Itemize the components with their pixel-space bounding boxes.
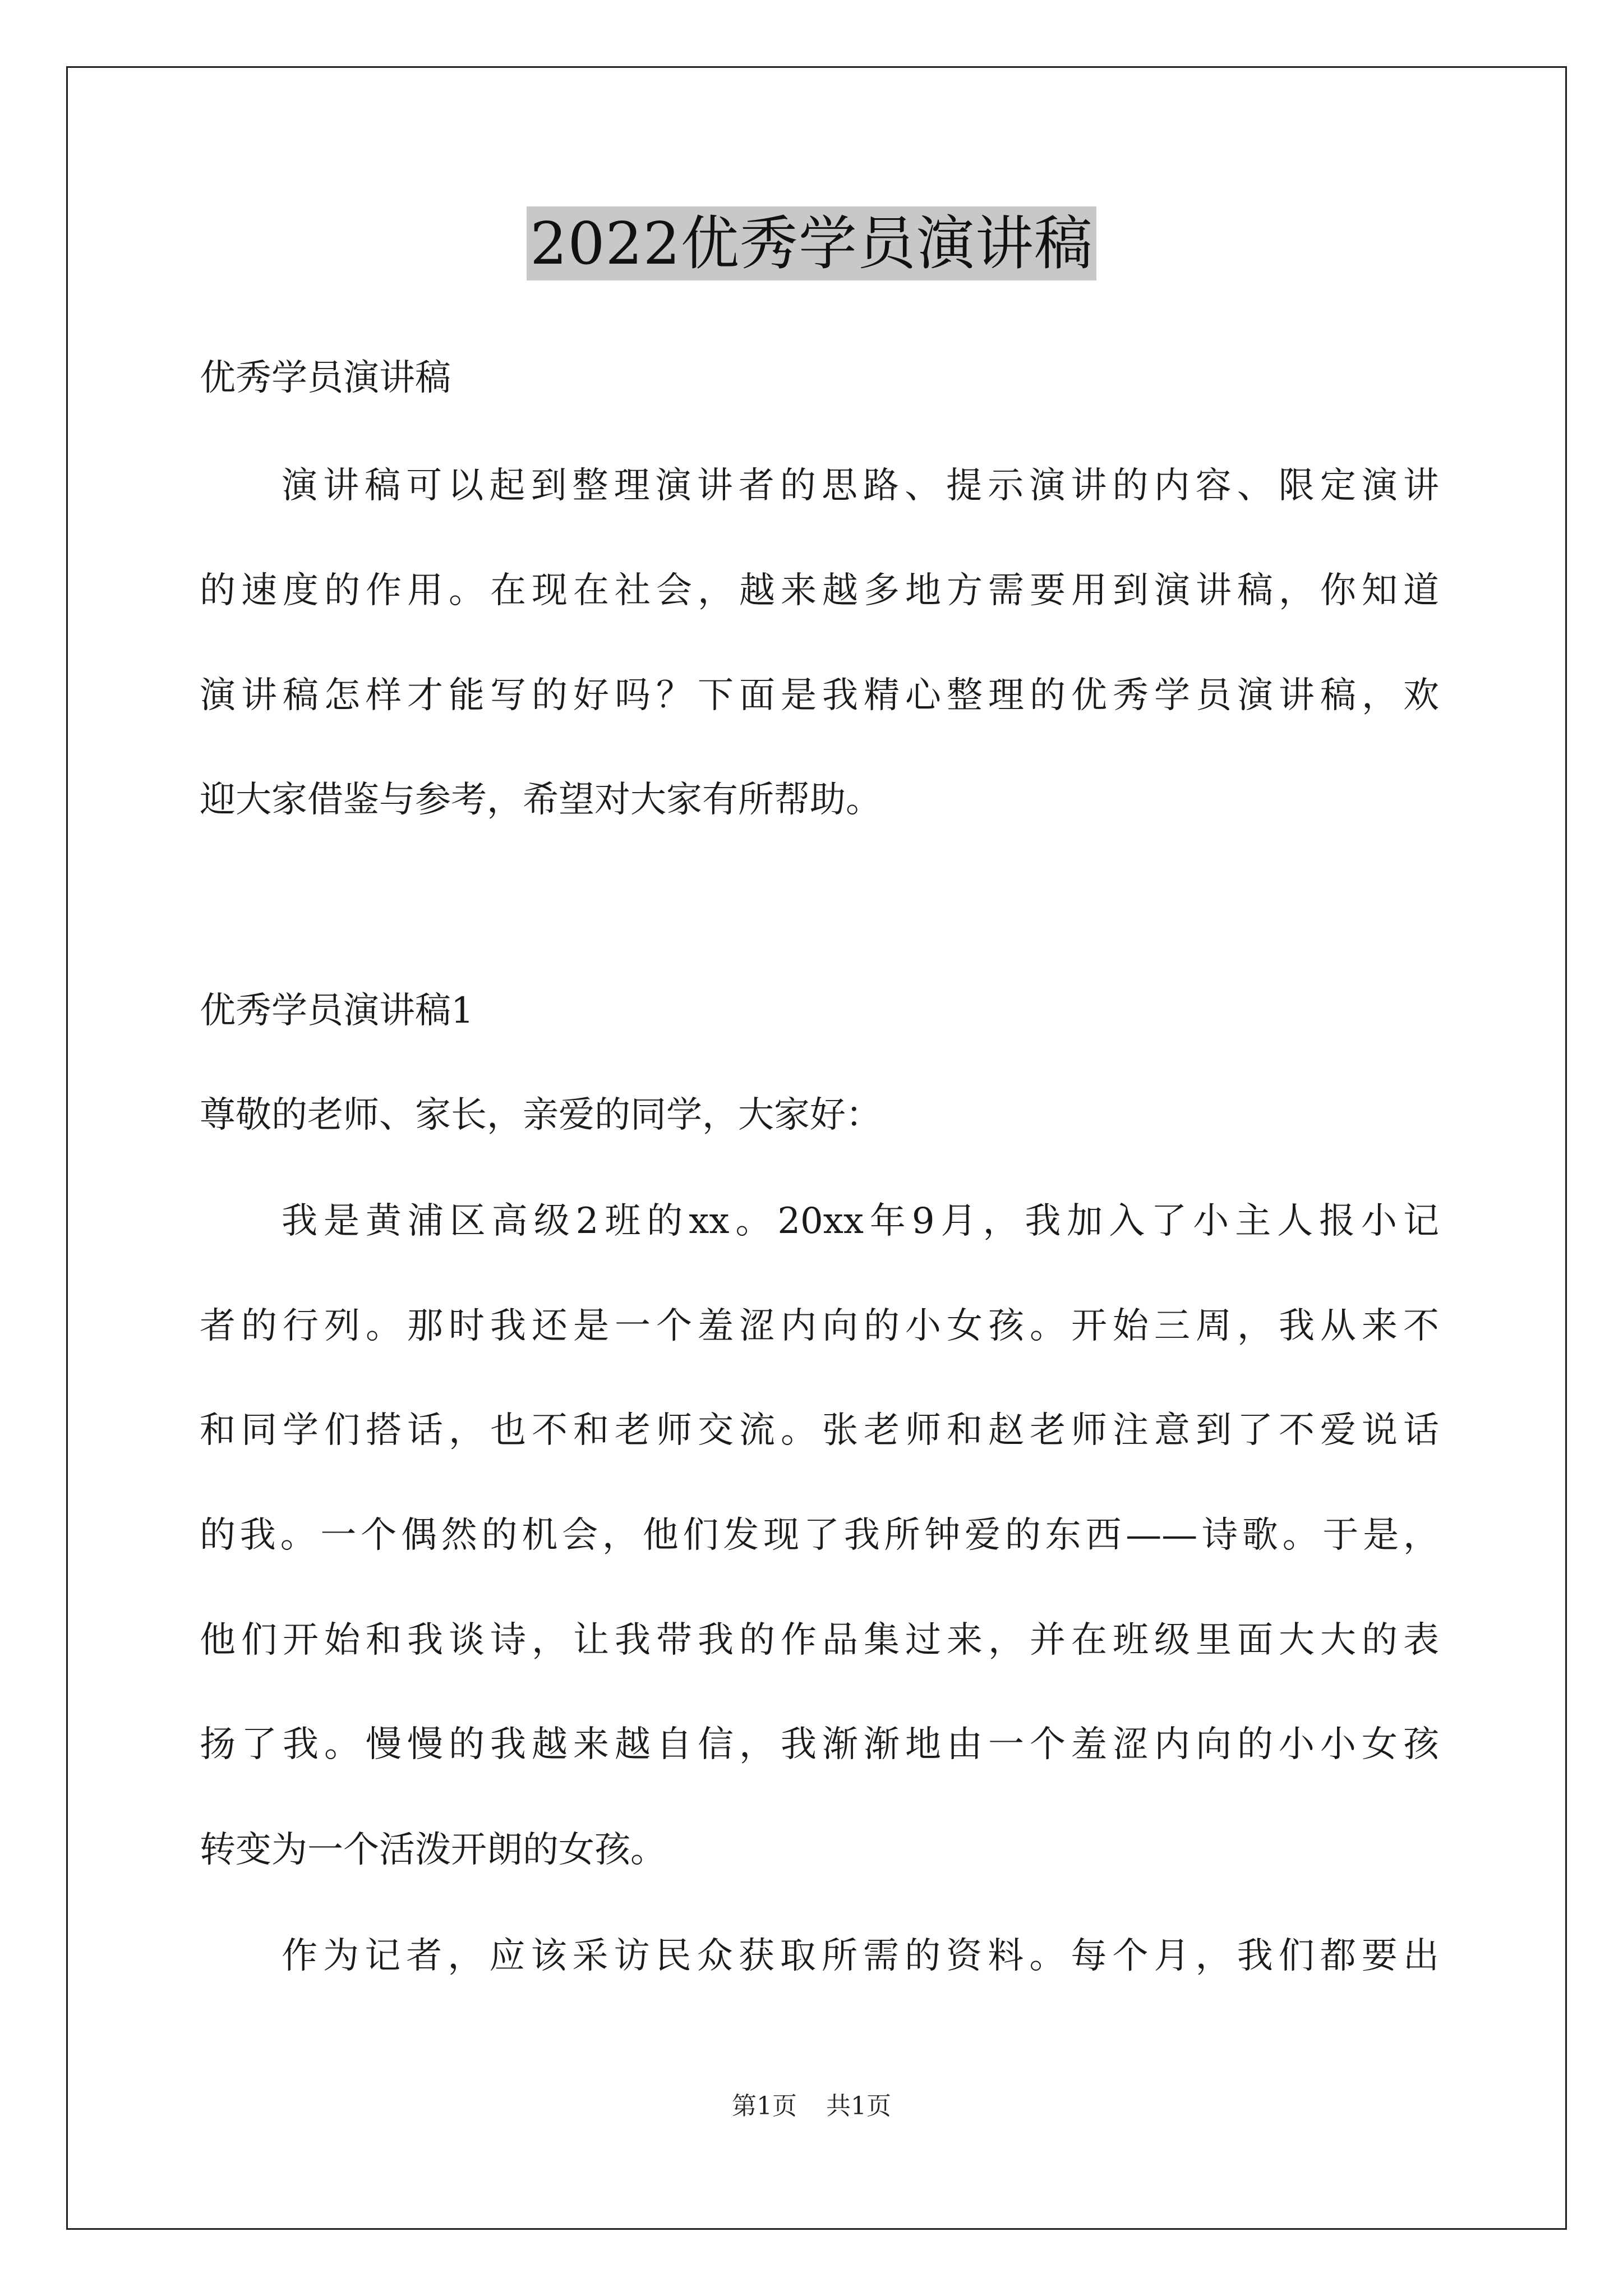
- paragraph-line: 迎大家借鉴与参考，希望对大家有所帮助。: [200, 779, 882, 821]
- page-number-total: 共1页: [826, 2092, 891, 2120]
- subtitle-line: 优秀学员演讲稿: [200, 357, 451, 399]
- paragraph-line: 的速度的作用。在现在社会，越来越多地方需要用到演讲稿，你知道: [200, 570, 1439, 611]
- paragraph-line: 扬了我。慢慢的我越来越自信，我渐渐地由一个羞涩内向的小小女孩: [200, 1724, 1439, 1765]
- paragraph-line: 和同学们搭话，也不和老师交流。张老师和赵老师注意到了不爱说话: [200, 1410, 1439, 1451]
- paragraph-line: 演讲稿可以起到整理演讲者的思路、提示演讲的内容、限定演讲: [282, 465, 1439, 507]
- paragraph-line: 的我。一个偶然的机会，他们发现了我所钟爱的东西——诗歌。于是，: [200, 1515, 1439, 1556]
- title-container: [0, 206, 1623, 280]
- paragraph-line: 作为记者，应该采访民众获取所需的资料。每个月，我们都要出: [282, 1935, 1439, 1977]
- paragraph-line: 他们开始和我谈诗，让我带我的作品集过来，并在班级里面大大的表: [200, 1619, 1439, 1661]
- paragraph-line: 转变为一个活泼开朗的女孩。: [200, 1829, 666, 1871]
- section-heading: 优秀学员演讲稿1: [200, 990, 474, 1032]
- paragraph-line: 者的行列。那时我还是一个羞涩内向的小女孩。开始三周，我从来不: [200, 1305, 1439, 1347]
- paragraph-line: 演讲稿怎样才能写的好吗？下面是我精心整理的优秀学员演讲稿，欢: [200, 675, 1439, 716]
- page-number-current: 第1页: [732, 2092, 797, 2120]
- page-footer: [0, 2091, 1623, 2122]
- paragraph-line: 我是黄浦区高级2班的xx。20xx年9月，我加入了小主人报小记: [282, 1200, 1439, 1242]
- salutation-line: 尊敬的老师、家长，亲爱的同学，大家好：: [200, 1094, 882, 1136]
- document-title: 2022优秀学员演讲稿: [527, 206, 1096, 280]
